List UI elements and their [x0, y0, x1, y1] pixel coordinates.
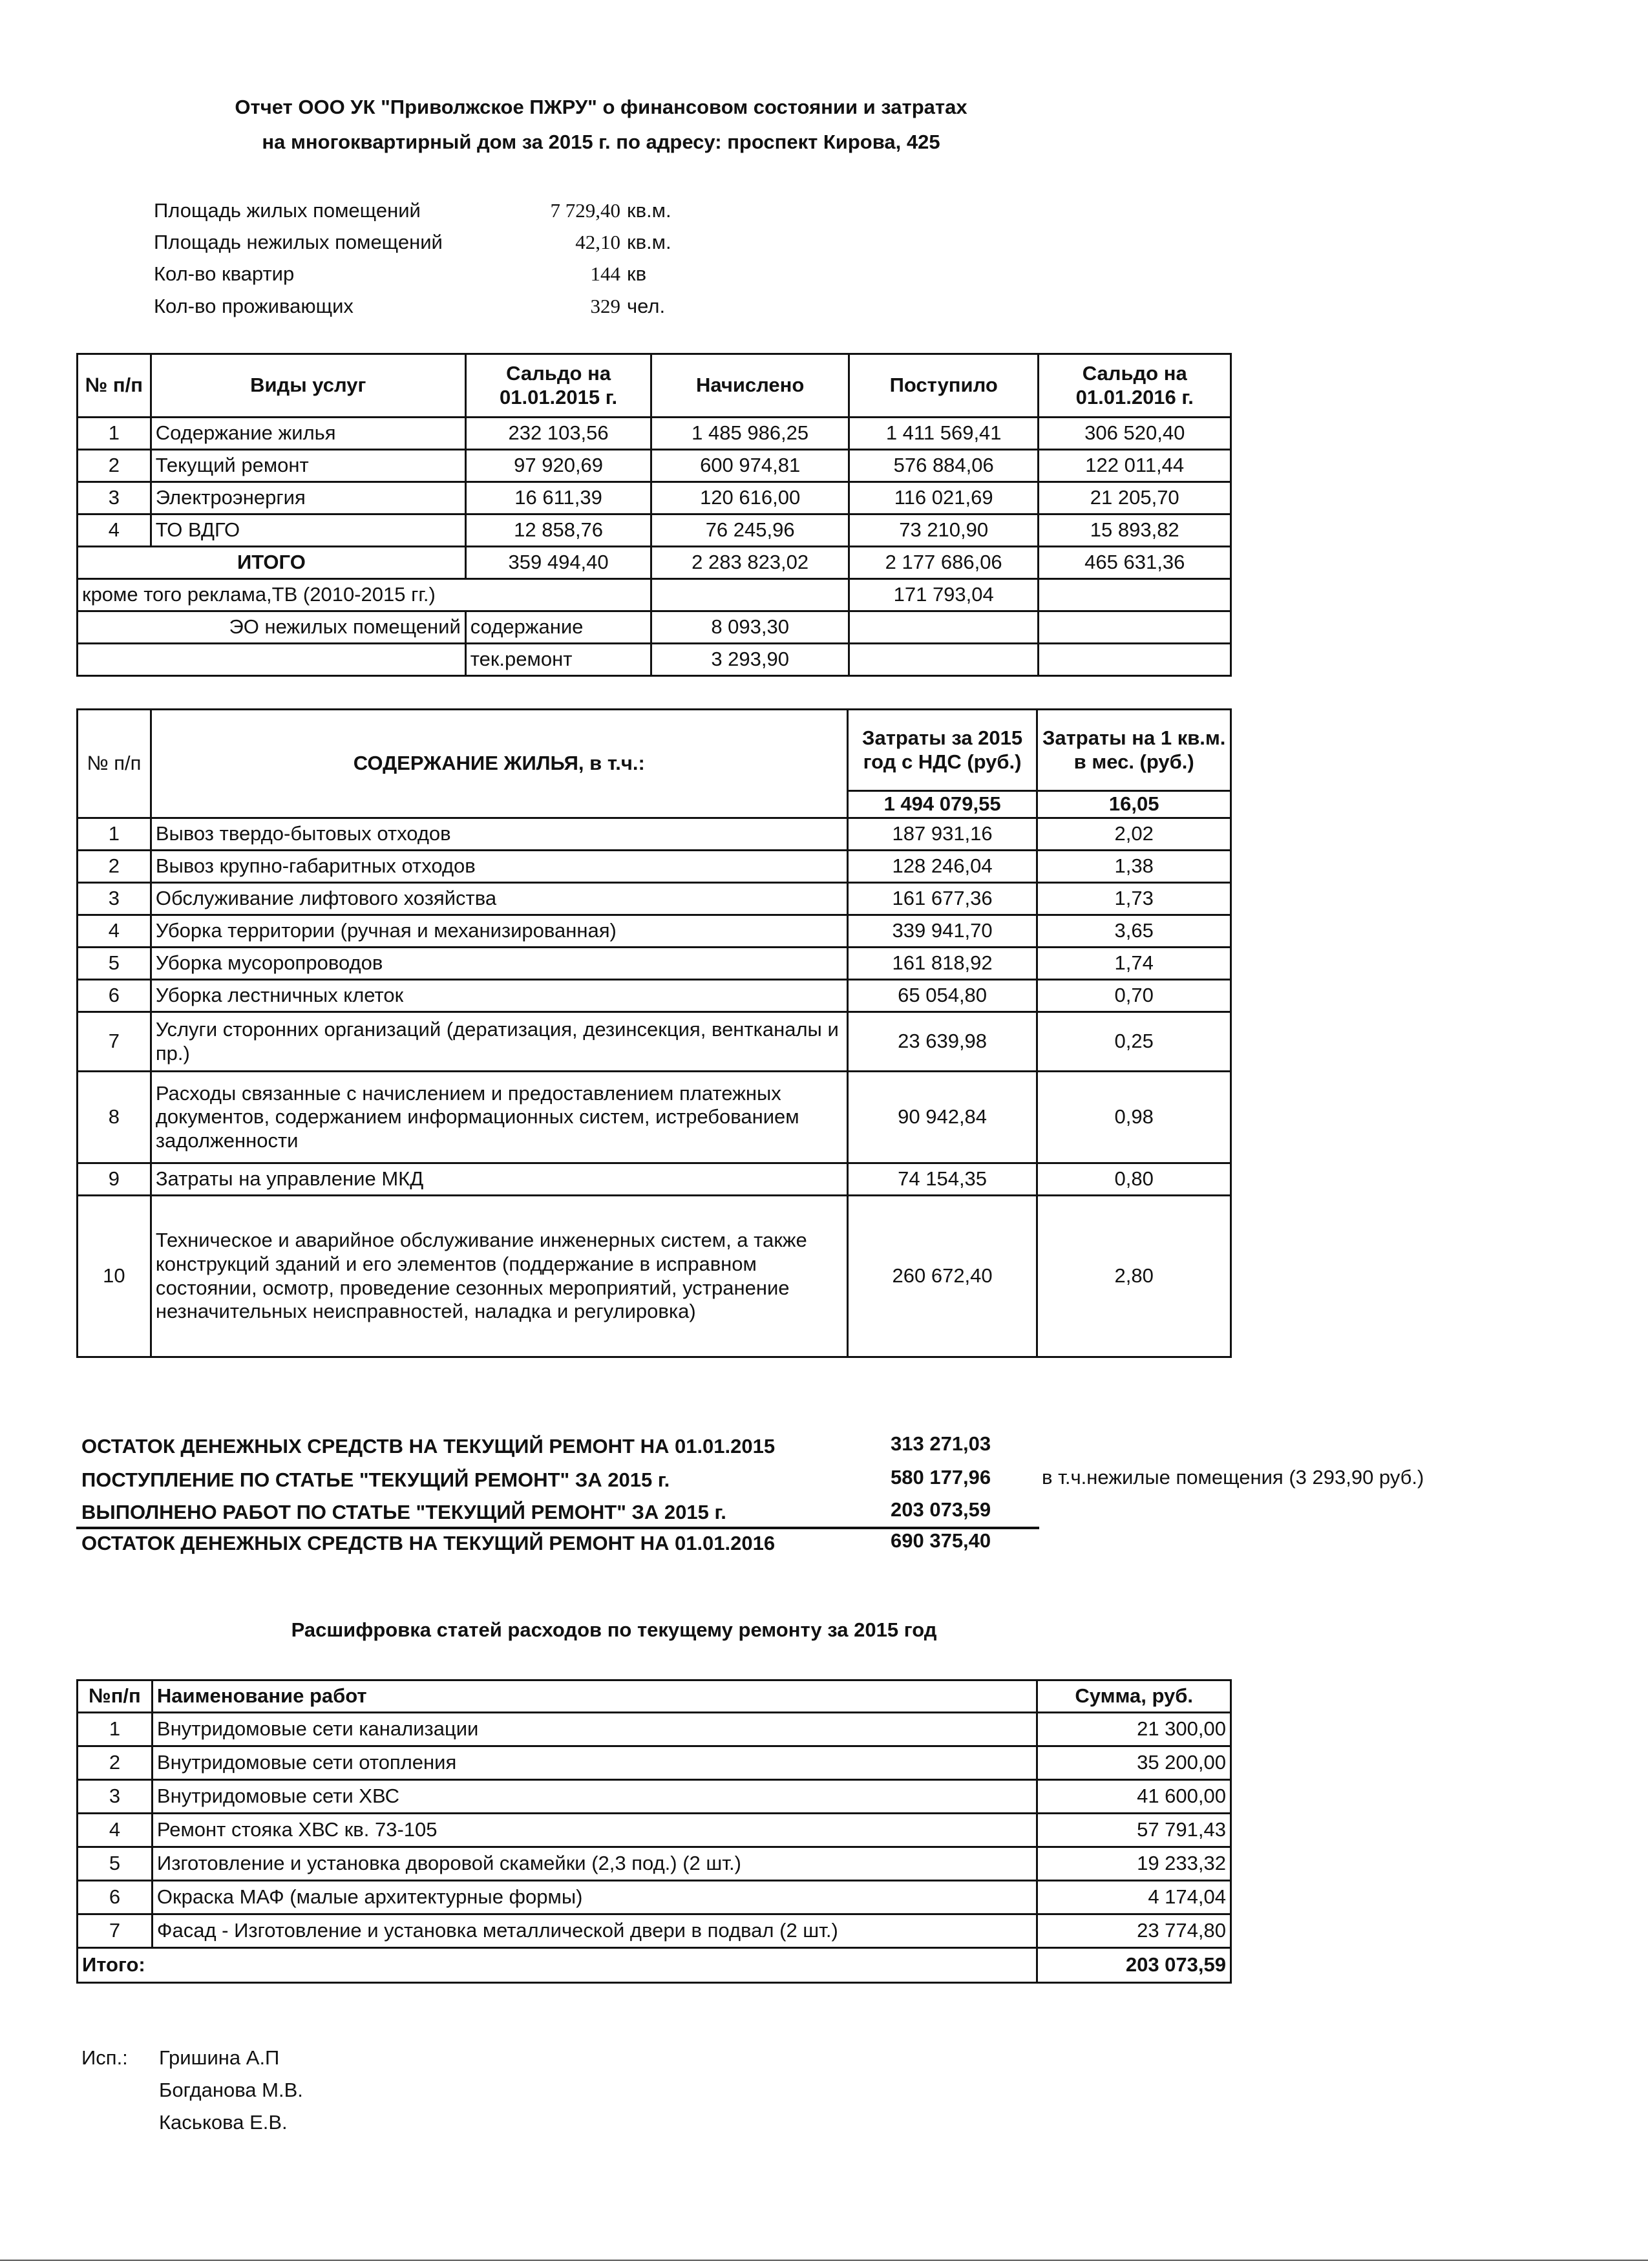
- nonres-label: ЭО нежилых помещений: [78, 611, 466, 644]
- col-header: СОДЕРЖАНИЕ ЖИЛЬЯ, в т.ч.:: [151, 710, 847, 818]
- table-row: [78, 514, 1231, 547]
- total-value: 203 073,59: [1037, 1948, 1231, 1983]
- cell: 57 791,43: [1037, 1814, 1231, 1847]
- cell: 1: [78, 418, 151, 450]
- cell: 1,73: [1037, 883, 1231, 915]
- cell: 576 884,06: [849, 450, 1039, 482]
- table-row: [78, 418, 1231, 450]
- cell: 2,02: [1037, 818, 1231, 851]
- col-header: Сальдо на 01.01.2015 г.: [465, 354, 651, 418]
- table-header-row: [78, 354, 1231, 418]
- cell: 5: [78, 948, 151, 980]
- cell: 0,80: [1037, 1163, 1231, 1196]
- stat-label: Площадь нежилых помещений: [154, 231, 443, 253]
- cell: 339 941,70: [847, 915, 1037, 948]
- cell: Электроэнергия: [151, 482, 465, 514]
- ads-value: 171 793,04: [849, 579, 1039, 611]
- table-row: [78, 948, 1231, 980]
- col-header: Затраты за 2015 год с НДС (руб.): [847, 710, 1037, 791]
- repairs-title: Расшифровка статей расходов по текущему ремонту за 2015 год: [291, 1618, 937, 1641]
- cell: 5: [78, 1847, 153, 1881]
- total-row: [78, 1948, 1231, 1983]
- signer-name: Гришина А.П: [159, 2046, 280, 2069]
- cell: 187 931,16: [847, 818, 1037, 851]
- ads-row: [78, 579, 1231, 611]
- table-row: [78, 1881, 1231, 1914]
- cell: 128 246,04: [847, 851, 1037, 883]
- cell: [651, 579, 849, 611]
- cell: Расходы связанные с начислением и предоставлением платежных документов, содержанием информационных систем, истребованием задолженности: [151, 1072, 847, 1163]
- nonres-row: [78, 611, 1231, 644]
- cell: 1: [78, 1713, 153, 1746]
- stat-label: Кол-во квартир: [154, 262, 295, 285]
- signer-name: Богданова М.В.: [159, 2079, 303, 2101]
- col-header: Сумма, руб.: [1037, 1680, 1231, 1713]
- scan-edge-line: [0, 2260, 1648, 2261]
- signatures-label: Исп.:: [81, 2046, 128, 2069]
- cell: 76 245,96: [651, 514, 849, 547]
- cell: 9: [78, 1163, 151, 1196]
- cell: 359 494,40: [465, 547, 651, 579]
- cell: 0,70: [1037, 980, 1231, 1012]
- cell: 1,38: [1037, 851, 1231, 883]
- cell: 3 293,90: [651, 644, 849, 676]
- table-row: [78, 1196, 1231, 1357]
- cell: 306 520,40: [1039, 418, 1231, 450]
- stat-label: Кол-во проживающих: [154, 295, 354, 317]
- total-label: ИТОГО: [78, 547, 466, 579]
- table-header-row: [78, 1680, 1231, 1713]
- table-row: [78, 482, 1231, 514]
- cell: 161 677,36: [847, 883, 1037, 915]
- cell: 2 283 823,02: [651, 547, 849, 579]
- cell: 21 205,70: [1039, 482, 1231, 514]
- cell: тек.ремонт: [465, 644, 651, 676]
- table-row: [78, 1746, 1231, 1780]
- table-row: [78, 1814, 1231, 1847]
- table-row: [78, 980, 1231, 1012]
- cell: 1: [78, 818, 151, 851]
- cell: 74 154,35: [847, 1163, 1037, 1196]
- cell: 600 974,81: [651, 450, 849, 482]
- cell: 1 411 569,41: [849, 418, 1039, 450]
- cell: 3,65: [1037, 915, 1231, 948]
- cell: 19 233,32: [1037, 1847, 1231, 1881]
- cell: 0,98: [1037, 1072, 1231, 1163]
- services-table: [76, 353, 1232, 677]
- cell: Ремонт стояка ХВС кв. 73-105: [152, 1814, 1037, 1847]
- cell: Окраска МАФ (малые архитектурные формы): [152, 1881, 1037, 1914]
- cell: содержание: [465, 611, 651, 644]
- col-header: Наименование работ: [152, 1680, 1037, 1713]
- table-row: [78, 818, 1231, 851]
- cell: [78, 644, 466, 676]
- cell: 0,25: [1037, 1012, 1231, 1072]
- cell: Вывоз твердо-бытовых отходов: [151, 818, 847, 851]
- table-row: [78, 1012, 1231, 1072]
- cell: 4: [78, 1814, 153, 1847]
- cell: Вывоз крупно-габаритных отходов: [151, 851, 847, 883]
- cell: 73 210,90: [849, 514, 1039, 547]
- balance-label: ВЫПОЛНЕНО РАБОТ ПО СТАТЬЕ "ТЕКУЩИЙ РЕМОНТ" ЗА 2015 г.: [81, 1501, 726, 1523]
- cell: 6: [78, 980, 151, 1012]
- table-row: [78, 1713, 1231, 1746]
- signer-name: Каськова Е.В.: [159, 2111, 288, 2134]
- cell: 10: [78, 1196, 151, 1357]
- cell: 4: [78, 915, 151, 948]
- cell: 2: [78, 450, 151, 482]
- cell: Изготовление и установка дворовой скамейки (2,3 под.) (2 шт.): [152, 1847, 1037, 1881]
- cell: 7: [78, 1914, 153, 1948]
- cell: 12 858,76: [465, 514, 651, 547]
- balance-value: 690 375,40: [891, 1529, 991, 1552]
- balance-label: ОСТАТОК ДЕНЕЖНЫХ СРЕДСТВ НА ТЕКУЩИЙ РЕМОНТ НА 01.01.2016: [81, 1532, 776, 1554]
- stat-unit: чел.: [627, 295, 666, 317]
- stat-unit: кв.м.: [627, 199, 671, 222]
- total-cost: 1 494 079,55: [847, 791, 1037, 818]
- cell: [1039, 611, 1231, 644]
- cell: 232 103,56: [465, 418, 651, 450]
- cell: 116 021,69: [849, 482, 1039, 514]
- col-header: Поступило: [849, 354, 1039, 418]
- cell: 8 093,30: [651, 611, 849, 644]
- cell: 3: [78, 1780, 153, 1814]
- cell: 90 942,84: [847, 1072, 1037, 1163]
- table-row: [78, 851, 1231, 883]
- cell: 2: [78, 1746, 153, 1780]
- cell: 15 893,82: [1039, 514, 1231, 547]
- cell: Техническое и аварийное обслуживание инженерных систем, а также конструкций зданий и его элементов (поддержание в исправном состоянии, осмотр, проведение сезонных мероприятий, устранение незначительных неисправностей, наладка и регулировка): [151, 1196, 847, 1357]
- table-row: [78, 1914, 1231, 1948]
- total-per: 16,05: [1037, 791, 1231, 818]
- col-header: Сальдо на 01.01.2016 г.: [1039, 354, 1231, 418]
- stat-unit: кв.м.: [627, 231, 671, 253]
- cell: 23 774,80: [1037, 1914, 1231, 1948]
- cell: Внутридомовые сети канализации: [152, 1713, 1037, 1746]
- cell: 1,74: [1037, 948, 1231, 980]
- cell: 23 639,98: [847, 1012, 1037, 1072]
- cell: 2 177 686,06: [849, 547, 1039, 579]
- ads-label: кроме того реклама,ТВ (2010-2015 гг.): [78, 579, 651, 611]
- cell: 2,80: [1037, 1196, 1231, 1357]
- col-header: Начислено: [651, 354, 849, 418]
- cell: Затраты на управление МКД: [151, 1163, 847, 1196]
- cell: Обслуживание лифтового хозяйства: [151, 883, 847, 915]
- maintenance-table: [76, 708, 1232, 1358]
- col-header: Затраты на 1 кв.м. в мес. (руб.): [1037, 710, 1231, 791]
- cell: [849, 644, 1039, 676]
- stat-value: 144: [590, 262, 620, 285]
- balance-label: ПОСТУПЛЕНИЕ ПО СТАТЬЕ "ТЕКУЩИЙ РЕМОНТ" ЗА 2015 г.: [81, 1468, 670, 1491]
- table-row: [78, 883, 1231, 915]
- cell: 21 300,00: [1037, 1713, 1231, 1746]
- table-row: [78, 1163, 1231, 1196]
- cell: [1039, 644, 1231, 676]
- cell: Внутридомовые сети отопления: [152, 1746, 1037, 1780]
- cell: 161 818,92: [847, 948, 1037, 980]
- cell: 6: [78, 1881, 153, 1914]
- cell: 120 616,00: [651, 482, 849, 514]
- cell: 35 200,00: [1037, 1746, 1231, 1780]
- col-header: Виды услуг: [151, 354, 465, 418]
- cell: Фасад - Изготовление и установка металлической двери в подвал (2 шт.): [152, 1914, 1037, 1948]
- stat-unit: кв: [627, 262, 647, 285]
- cell: [849, 611, 1039, 644]
- cell: 122 011,44: [1039, 450, 1231, 482]
- cell: 16 611,39: [465, 482, 651, 514]
- table-row: [78, 1780, 1231, 1814]
- col-header: №п/п: [78, 1680, 153, 1713]
- col-header: № п/п: [78, 354, 151, 418]
- balance-note: в т.ч.нежилые помещения (3 293,90 руб.): [1042, 1466, 1424, 1489]
- cell: 3: [78, 883, 151, 915]
- balance-value: 580 177,96: [891, 1466, 991, 1489]
- cell: 65 054,80: [847, 980, 1037, 1012]
- stat-value: 329: [590, 295, 620, 317]
- total-label: Итого:: [78, 1948, 1037, 1983]
- repairs-table: [76, 1679, 1232, 1984]
- cell: 7: [78, 1012, 151, 1072]
- cell: Уборка лестничных клеток: [151, 980, 847, 1012]
- table-header-row: [78, 710, 1231, 791]
- cell: Уборка мусоропроводов: [151, 948, 847, 980]
- table-row: [78, 1847, 1231, 1881]
- cell: 4 174,04: [1037, 1881, 1231, 1914]
- cell: 1 485 986,25: [651, 418, 849, 450]
- report-title-line2: на многоквартирный дом за 2015 г. по адресу: проспект Кирова, 425: [262, 131, 940, 153]
- stat-value: 42,10: [575, 231, 620, 253]
- cell: Текущий ремонт: [151, 450, 465, 482]
- cell: 8: [78, 1072, 151, 1163]
- table-row: [78, 915, 1231, 948]
- total-row: [78, 547, 1231, 579]
- cell: 97 920,69: [465, 450, 651, 482]
- cell: 3: [78, 482, 151, 514]
- cell: Внутридомовые сети ХВС: [152, 1780, 1037, 1814]
- cell: 4: [78, 514, 151, 547]
- cell: Содержание жилья: [151, 418, 465, 450]
- table-row: [78, 450, 1231, 482]
- balance-value: 313 271,03: [891, 1432, 991, 1455]
- cell: 465 631,36: [1039, 547, 1231, 579]
- stat-label: Площадь жилых помещений: [154, 199, 421, 222]
- cell: ТО ВДГО: [151, 514, 465, 547]
- nonres-row: [78, 644, 1231, 676]
- cell: 2: [78, 851, 151, 883]
- table-row: [78, 1072, 1231, 1163]
- report-title-line1: Отчет ООО УК "Приволжское ПЖРУ" о финансовом состоянии и затратах: [235, 96, 967, 118]
- cell: 260 672,40: [847, 1196, 1037, 1357]
- col-header: № п/п: [78, 710, 151, 818]
- cell: Уборка территории (ручная и механизированная): [151, 915, 847, 948]
- cell: Услуги сторонних организаций (дератизация, дезинсекция, вентканалы и пр.): [151, 1012, 847, 1072]
- balance-value: 203 073,59: [891, 1498, 991, 1521]
- cell: 41 600,00: [1037, 1780, 1231, 1814]
- stat-value: 7 729,40: [550, 199, 620, 222]
- balance-label: ОСТАТОК ДЕНЕЖНЫХ СРЕДСТВ НА ТЕКУЩИЙ РЕМОНТ НА 01.01.2015: [81, 1435, 776, 1457]
- cell: [1039, 579, 1231, 611]
